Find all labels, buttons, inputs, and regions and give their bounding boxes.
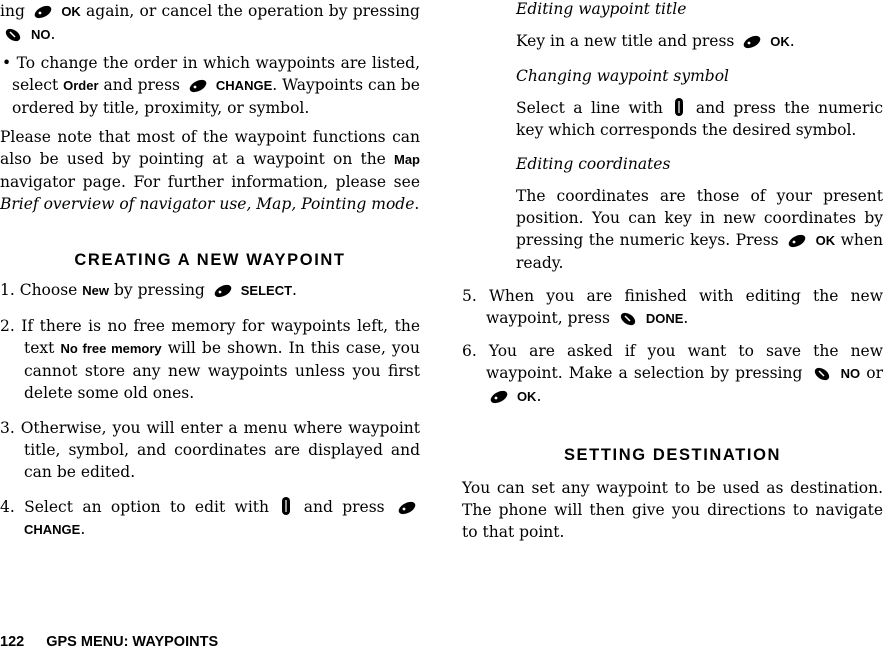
edit-title-body: Key in a new title and press OK.: [516, 32, 795, 50]
step-2: 2. If there is no free memory for waypoints left, the text No free memory will be shown. In this case, you cannot store any new waypoints unless you first delete some old ones.: [0, 317, 420, 402]
continued-paragraph: ing OK again, or cancel the operation by pressing NO.: [0, 2, 420, 43]
scroll-key-icon: [280, 496, 292, 516]
section-heading-creating: CREATING A NEW WAYPOINT: [74, 251, 346, 269]
scroll-key-icon: [673, 97, 685, 117]
yes-key-icon: [741, 34, 763, 50]
yes-key-icon: [488, 389, 510, 405]
step-5: 5. When you are finished with editing the new waypoint, press DONE.: [462, 287, 883, 327]
no-key-icon: [811, 366, 833, 382]
page-number: 122: [0, 634, 25, 650]
yes-key-icon: [32, 4, 54, 20]
bullet-order: • To change the order in which waypoints are listed, select Order and press CHANGE. Waypoints can be ordered by title, proximity, or symbol.: [2, 54, 421, 117]
yes-key-icon: [187, 78, 209, 94]
subheading-change-symbol: Changing waypoint symbol: [516, 67, 730, 85]
no-key-icon: [617, 311, 639, 327]
left-column: [0, 0, 420, 541]
change-symbol-body: Select a line with and press the numeric key which corresponds the desired symbol.: [516, 99, 883, 139]
step-1: 1. Choose New by pressing SELECT.: [0, 281, 297, 299]
subheading-edit-coordinates: Editing coordinates: [516, 155, 671, 173]
yes-key-icon: [786, 233, 808, 249]
edit-coordinates-body: The coordinates are those of your present position. You can key in new coordinates by pressing the numeric keys. Press OK when ready.: [516, 187, 884, 272]
step-4: 4. Select an option to edit with and press CHANGE.: [0, 496, 420, 541]
note-paragraph: Please note that most of the waypoint functions can also be used by pointing at a waypoint on the Map navigator page. For further information, please see Brief overview of navigator use, Map, Pointing mode.: [0, 128, 420, 213]
yes-key-icon: [396, 500, 418, 516]
step-3: 3. Otherwise, you will enter a menu where waypoint title, symbol, and coordinates are displayed and can be edited.: [0, 419, 420, 481]
section-title: GPS MENU: WAYPOINTS: [46, 634, 219, 650]
page-footer: [0, 633, 236, 651]
yes-key-icon: [212, 283, 234, 299]
section-heading-destination: SETTING DESTINATION: [563, 446, 782, 464]
no-key-icon: [2, 27, 24, 43]
step-6: 6. You are asked if you want to save the new waypoint. Make a selection by pressing NO or OK.: [462, 342, 883, 405]
subheading-edit-title: Editing waypoint title: [516, 0, 687, 18]
destination-body: You can set any waypoint to be used as destination. The phone will then give you directions to navigate to that point.: [462, 479, 883, 541]
right-column: [462, 0, 883, 543]
